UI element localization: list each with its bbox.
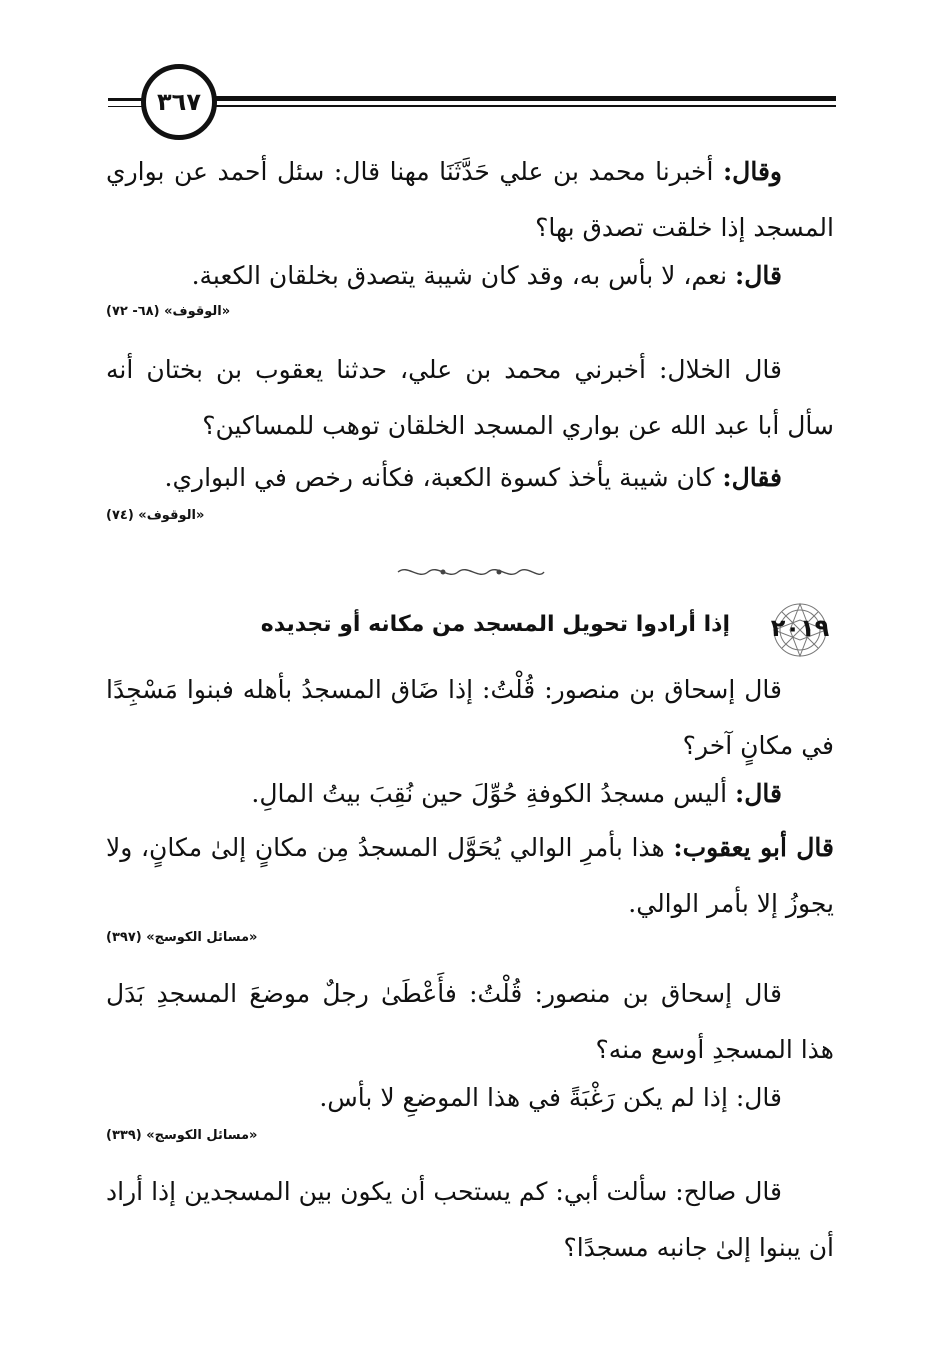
paragraph-2-text: نعم، لا بأس به، وقد كان شيبة يتصدق بخلقان الكعبة. — [191, 261, 736, 290]
reference-2: «الوقوف» (٧٤) — [106, 508, 205, 523]
section-paragraph-3 — [106, 820, 834, 932]
page-number: ٣٦٧ — [141, 64, 217, 140]
paragraph-3 — [106, 342, 834, 454]
paragraph-4-lead: فقال: — [722, 463, 782, 492]
section-paragraph-3-text: هذا بأمرِ الوالي يُحَوَّل المسجدُ مِن مكانٍ إلىٰ مكانٍ، ولا يجوزُ إلا بأمر الوالي. — [106, 833, 834, 918]
paragraph-3-text: قال الخلال: أخبرني محمد بن علي، حدثنا يعقوب بن بختان أنه سأل أبا عبد الله عن بواري المسجد الخلقان توهب للمساكين؟ — [106, 355, 834, 440]
paragraph-4-text: كان شيبة يأخذ كسوة الكعبة، فكأنه رخص في البواري. — [164, 463, 723, 492]
section-paragraph-6-text: قال صالح: سألت أبي: كم يستحب أن يكون بين المسجدين إذا أراد أن يبنوا إلىٰ جانبه مسجدًا؟ — [106, 1177, 834, 1262]
section-paragraph-4-text: قال إسحاق بن منصور: قُلْتُ: فأَعْطَىٰ رجلٌ موضعَ المسجدِ بَدَل هذا المسجدِ أوسع منه؟ — [106, 979, 834, 1064]
reference-1: «الوقوف» (٦٨- ٧٢) — [106, 304, 231, 319]
ornament-divider — [396, 564, 546, 580]
section-paragraph-1-text: قال إسحاق بن منصور: قُلْتُ: إذا ضَاق المسجدُ بأهله فبنوا مَسْجِدًا في مكانٍ آخر؟ — [106, 675, 834, 760]
paragraph-1 — [106, 144, 834, 256]
paragraph-1-lead: وقال: — [722, 157, 782, 186]
section-paragraph-2-lead: قال: — [735, 779, 782, 808]
section-paragraph-2 — [106, 766, 834, 822]
reference-3: «مسائل الكوسج» (٣٩٧) — [106, 930, 258, 945]
paragraph-1-text: أخبرنا محمد بن علي حَدَّثَنَا مهنا قال: سئل أحمد عن بواري المسجد إذا خلقت تصدق بها؟ — [106, 157, 834, 242]
section-paragraph-5-text: قال: إذا لم يكن رَغْبَةً في هذا الموضعِ لا بأس. — [319, 1083, 782, 1112]
section-paragraph-2-text: أليس مسجدُ الكوفةِ حُوِّلَ حين نُقِبَ بيتُ المالِ. — [251, 779, 736, 808]
section-paragraph-5 — [106, 1070, 834, 1126]
section-number: ٢٠١٩ — [770, 614, 830, 642]
section-paragraph-3-lead: قال أبو يعقوب: — [673, 833, 834, 862]
section-paragraph-1 — [106, 662, 834, 774]
section-paragraph-4 — [106, 966, 834, 1078]
paragraph-2-lead: قال: — [735, 261, 782, 290]
header-rule-right-thin — [212, 105, 836, 107]
header-rule-right — [212, 96, 836, 101]
paragraph-4 — [106, 450, 834, 506]
section-paragraph-6 — [106, 1164, 834, 1276]
section-title: إذا أرادوا تحويل المسجد من مكانه أو تجديده — [260, 612, 730, 637]
reference-4: «مسائل الكوسج» (٣٣٩) — [106, 1128, 258, 1143]
paragraph-2 — [106, 248, 834, 304]
